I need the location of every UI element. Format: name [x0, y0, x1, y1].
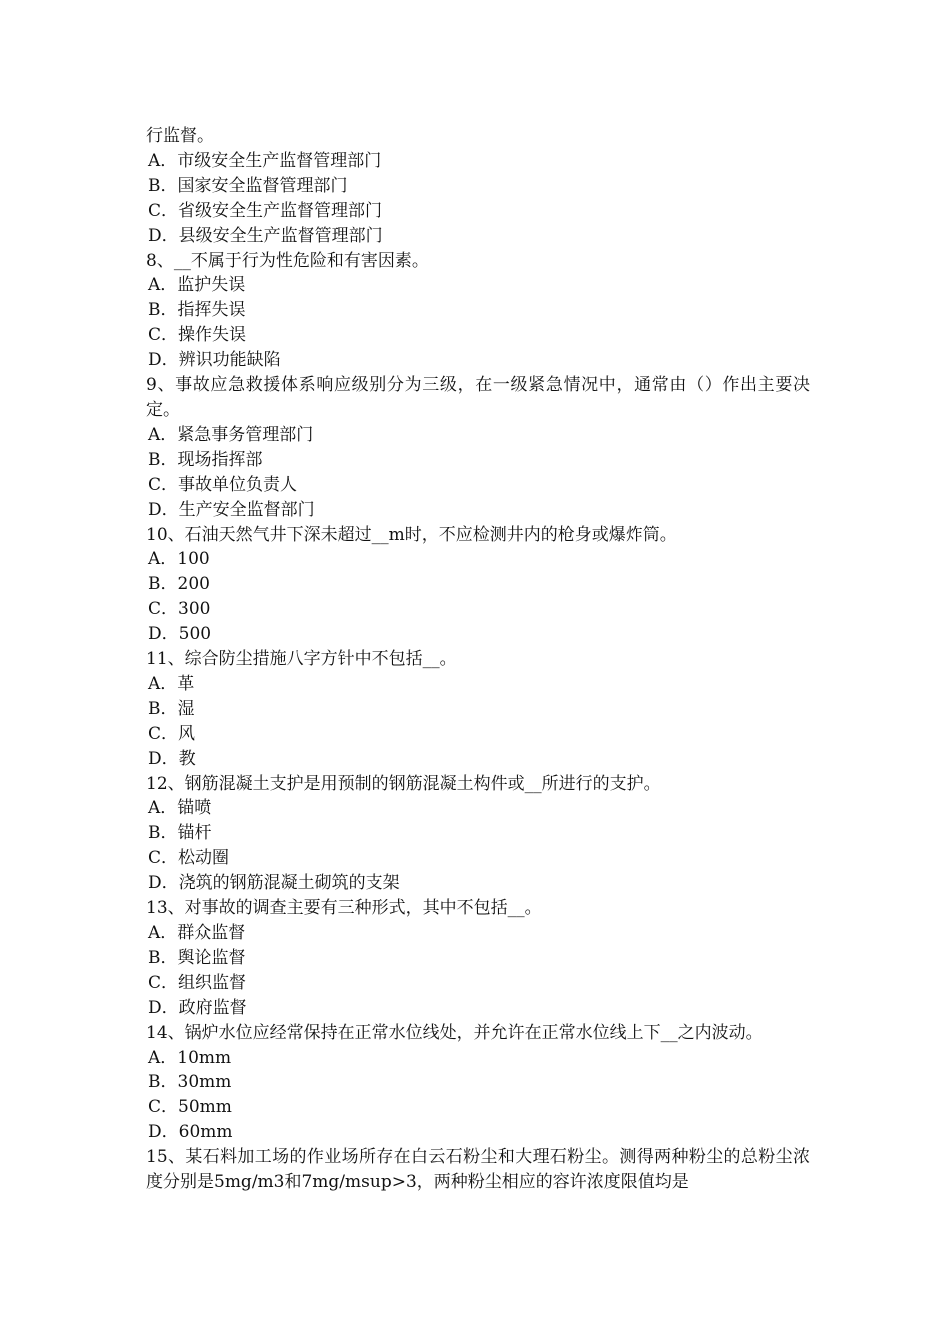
option-label: C．	[148, 200, 179, 221]
answer-option	[146, 174, 810, 199]
option-text: 锚喷	[177, 798, 212, 819]
option-text: 辨识功能缺陷	[178, 350, 281, 371]
answer-option	[146, 697, 810, 722]
option-text: 教	[178, 748, 196, 769]
option-text: 200	[177, 574, 210, 595]
question-stem: 13、对事故的调查主要有三种形式，其中不包括__。	[146, 898, 542, 919]
answer-option	[146, 1070, 810, 1095]
answer-option	[146, 423, 810, 448]
option-label: C．	[148, 325, 179, 346]
option-text: 紧急事务管理部门	[177, 424, 314, 445]
answer-option	[146, 473, 810, 498]
answer-option	[146, 996, 810, 1021]
option-text: 现场指挥部	[177, 449, 263, 470]
option-text: 湿	[177, 698, 195, 719]
option-label: A．	[148, 424, 178, 445]
answer-option	[146, 821, 810, 846]
option-label: B．	[148, 449, 178, 470]
question-stem: 12、钢筋混凝土支护是用预制的钢筋混凝土构件或__所进行的支护。	[146, 773, 661, 794]
question-stem: 9、事故应急救援体系响应级别分为三级，在一级紧急情况中，通常由（）作出主要决定。	[146, 375, 810, 420]
option-text: 指挥失误	[177, 300, 246, 321]
option-text: 国家安全监督管理部门	[177, 175, 348, 196]
option-text: 省级安全生产监督管理部门	[178, 200, 383, 221]
option-text: 群众监督	[177, 923, 246, 943]
option-label: C．	[148, 599, 179, 620]
answer-option	[146, 149, 810, 174]
option-label: C．	[148, 474, 179, 495]
option-label: D．	[148, 499, 179, 520]
option-text: 监护失误	[177, 275, 246, 296]
answer-option	[146, 1095, 810, 1120]
option-text: 锚杆	[177, 823, 212, 844]
option-label: A．	[148, 798, 178, 819]
option-text: 300	[178, 599, 211, 620]
option-text: 松动圈	[178, 848, 230, 869]
option-label: B．	[148, 175, 178, 196]
option-text: 50mm	[178, 1097, 232, 1118]
option-text: 浇筑的钢筋混凝土砌筑的支架	[178, 873, 400, 894]
option-text: 10mm	[177, 1047, 232, 1068]
answer-option	[146, 622, 810, 647]
option-text: 30mm	[177, 1072, 232, 1093]
option-label: A．	[148, 673, 178, 694]
continuation-text: 行监督。	[146, 126, 214, 146]
option-label: B．	[148, 300, 178, 321]
option-text: 事故单位负责人	[178, 474, 298, 495]
answer-option	[146, 672, 810, 697]
option-text: 风	[178, 723, 196, 744]
option-label: A．	[148, 923, 178, 943]
option-label: B．	[148, 947, 178, 968]
option-text: 生产安全监督部门	[178, 499, 315, 520]
option-label: D．	[148, 748, 179, 769]
answer-option	[146, 298, 810, 323]
answer-option	[146, 597, 810, 622]
option-label: A．	[148, 150, 178, 171]
answer-option	[146, 971, 810, 996]
option-label: C．	[148, 972, 179, 993]
option-label: D．	[148, 225, 179, 246]
option-label: C．	[148, 848, 179, 869]
question-stem: 8、__不属于行为性危险和有害因素。	[146, 250, 429, 271]
option-label: D．	[148, 624, 179, 645]
answer-option	[146, 572, 810, 597]
answer-option	[146, 224, 810, 249]
answer-option	[146, 199, 810, 224]
option-text: 操作失误	[178, 325, 247, 346]
answer-option	[146, 871, 810, 896]
document-body	[146, 124, 810, 1195]
option-text: 舆论监督	[177, 947, 246, 968]
option-text: 500	[178, 624, 212, 645]
option-text: 政府监督	[178, 997, 247, 1018]
option-text: 60mm	[178, 1122, 233, 1143]
option-label: C．	[148, 723, 179, 744]
answer-option	[146, 722, 810, 747]
option-text: 组织监督	[178, 972, 247, 993]
answer-option	[146, 498, 810, 523]
question-stem: 11、综合防尘措施八字方针中不包括__。	[146, 649, 457, 670]
question-stem: 14、锅炉水位应经常保持在正常水位线处，并允许在正常水位线上下__之内波动。	[146, 1022, 763, 1043]
option-label: A．	[148, 549, 178, 570]
option-label: B．	[148, 1072, 178, 1093]
answer-option	[146, 846, 810, 871]
option-text: 县级安全生产监督管理部门	[178, 225, 383, 246]
answer-option	[146, 273, 810, 298]
option-text: 革	[177, 673, 195, 694]
answer-option	[146, 547, 810, 572]
option-label: B．	[148, 823, 178, 844]
answer-option	[146, 348, 810, 373]
option-label: A．	[148, 1047, 178, 1068]
answer-option	[146, 1120, 810, 1145]
answer-option	[146, 796, 810, 821]
answer-option	[146, 921, 810, 946]
question-stem: 10、石油天然气井下深未超过__m时，不应检测井内的枪身或爆炸筒。	[146, 524, 677, 545]
option-label: C．	[148, 1097, 179, 1118]
question-stem: 15、某石料加工场的作业场所存在白云石粉尘和大理石粉尘。测得两种粉尘的总粉尘浓度分别是5mg/m3和7mg/msup>3，两种粉尘相应的容许浓度限值均是	[146, 1147, 810, 1193]
option-label: D．	[148, 1122, 179, 1143]
option-text: 市级安全生产监督管理部门	[177, 150, 382, 171]
option-label: A．	[148, 275, 178, 296]
option-label: D．	[148, 350, 179, 371]
answer-option	[146, 448, 810, 473]
answer-option	[146, 1046, 810, 1071]
option-label: D．	[148, 873, 179, 894]
answer-option	[146, 747, 810, 772]
option-label: B．	[148, 574, 178, 595]
option-label: B．	[148, 698, 178, 719]
answer-option	[146, 323, 810, 348]
answer-option	[146, 946, 810, 971]
option-text: 100	[177, 549, 210, 570]
option-label: D．	[148, 997, 179, 1018]
